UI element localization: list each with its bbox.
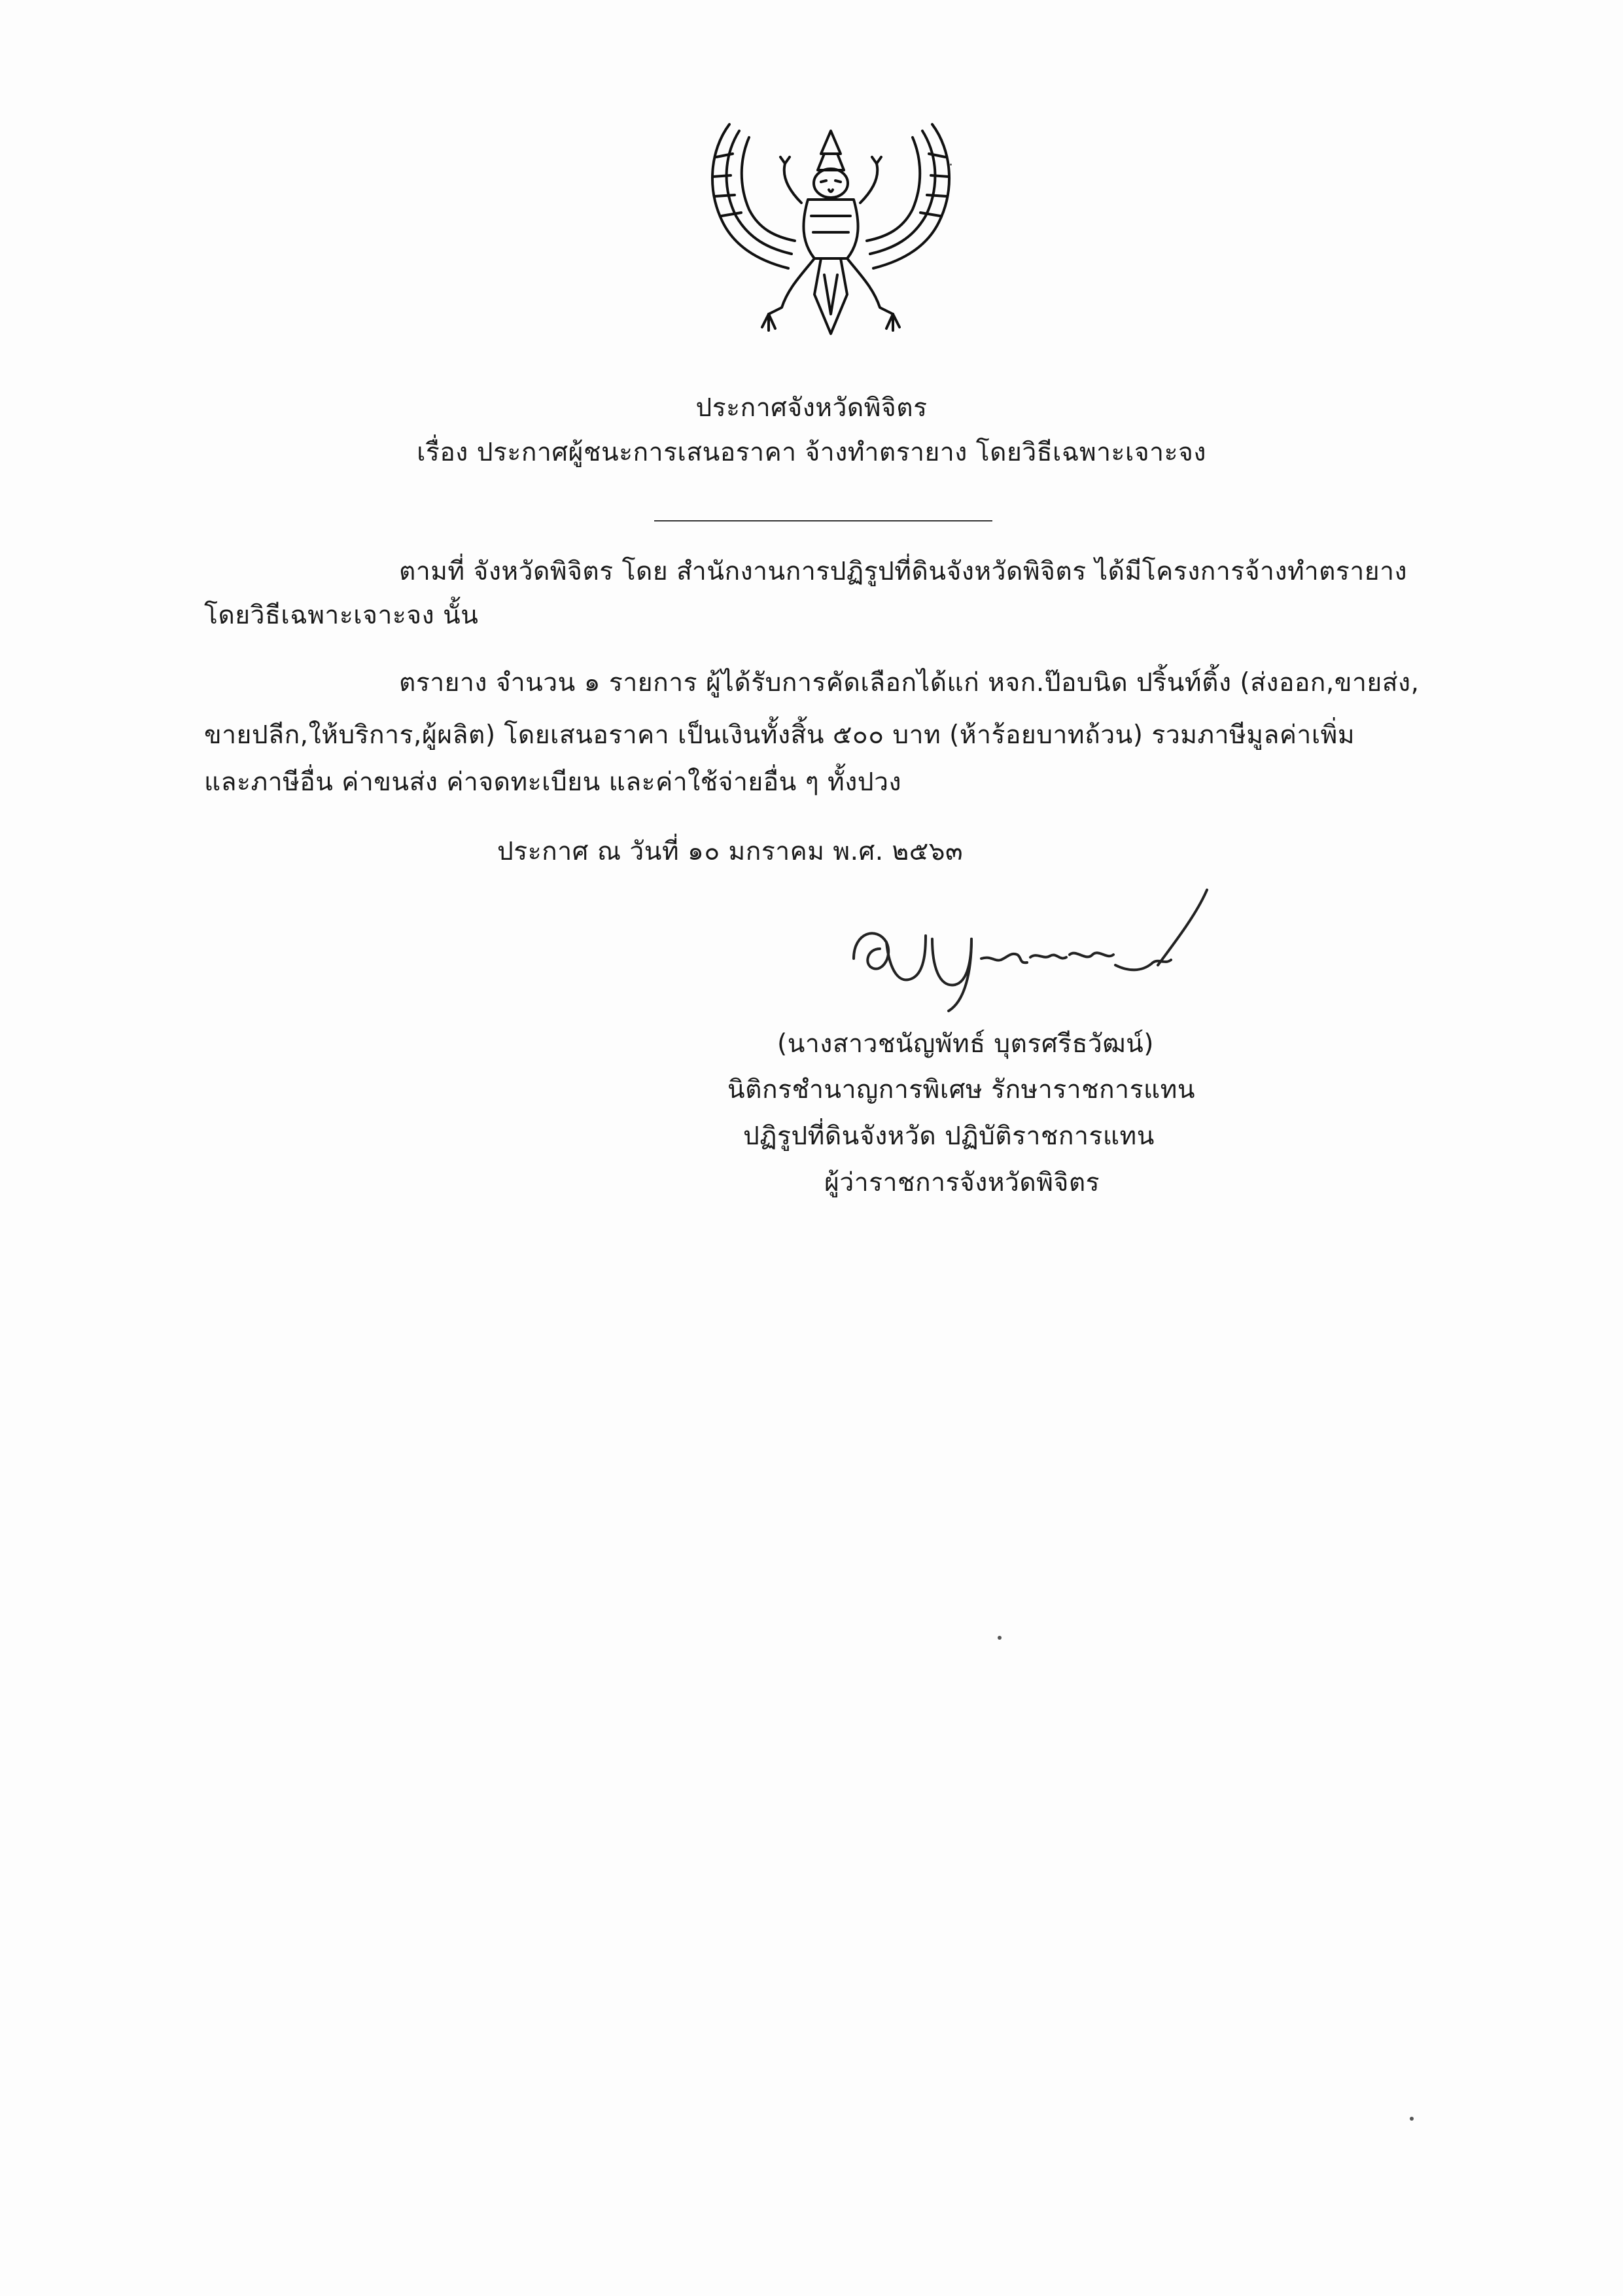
paragraph-2-line-2: ขายปลีก,ให้บริการ,ผู้ผลิต) โดยเสนอราคา เป็นเงินทั้งสิ้น ๕๐๐ บาท (ห้าร้อยบาทถ้วน) รวมภาษีมูลค่าเพิ่ม <box>204 720 1355 750</box>
title-divider <box>654 520 992 521</box>
garuda-emblem-icon <box>703 118 958 360</box>
scan-speck <box>1410 2117 1414 2121</box>
signatory-position-2: ปฏิรูปที่ดินจังหวัด ปฏิบัติราชการแทน <box>743 1122 1155 1151</box>
paragraph-1-line-2: โดยวิธีเฉพาะเจาะจง นั้น <box>204 601 479 630</box>
signatory-name: (นางสาวชนัญพัทธ์ บุตรศรีธวัฒน์) <box>777 1029 1154 1059</box>
scan-speck <box>998 1636 1002 1640</box>
handwritten-signature <box>850 887 1217 1017</box>
announce-date: ประกาศ ณ วันที่ ๑๐ มกราคม พ.ศ. ๒๕๖๓ <box>497 837 964 866</box>
paragraph-1-line-1: ตามที่ จังหวัดพิจิตร โดย สำนักงานการปฏิรูปที่ดินจังหวัดพิจิตร ได้มีโครงการจ้างทำตรายาง <box>399 557 1408 586</box>
signatory-position-3: ผู้ว่าราชการจังหวัดพิจิตร <box>824 1168 1100 1197</box>
scan-speck <box>950 164 952 166</box>
signatory-position-1: นิติกรชำนาญการพิเศษ รักษาราชการแทน <box>727 1075 1196 1104</box>
announcement-title: ประกาศจังหวัดพิจิตร <box>695 393 928 423</box>
paragraph-2-line-3: และภาษีอื่น ค่าขนส่ง ค่าจดทะเบียน และค่าใช้จ่ายอื่น ๆ ทั้งปวง <box>204 768 902 797</box>
paragraph-2-line-1: ตรายาง จำนวน ๑ รายการ ผู้ได้รับการคัดเลือกได้แก่ หจก.ป๊อบนิด ปริ้นท์ติ้ง (ส่งออก,ขายส่ง, <box>399 668 1420 698</box>
announcement-subject: เรื่อง ประกาศผู้ชนะการเสนอราคา จ้างทำตรายาง โดยวิธีเฉพาะเจาะจง <box>417 438 1206 467</box>
